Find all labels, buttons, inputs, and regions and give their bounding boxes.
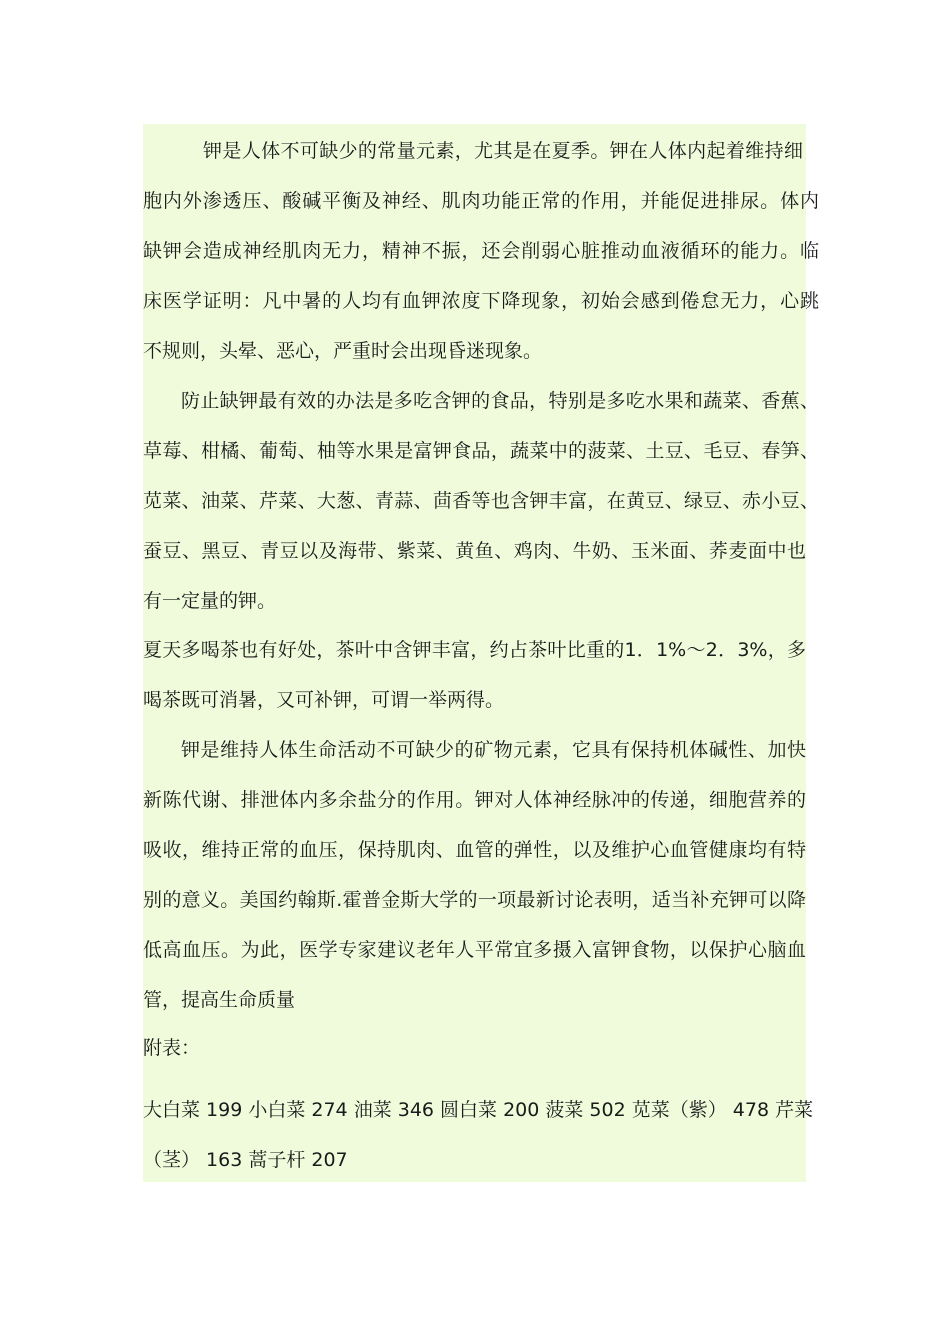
appendix-line-1: 大白菜 199 小白菜 274 油菜 346 圆白菜 200 菠菜 502 苋菜（紫） 478 芹菜	[143, 1099, 814, 1121]
paragraph-1-line-2: 胞内外渗透压、酸碱平衡及神经、肌肉功能正常的作用，并能促进排尿。体内	[143, 190, 819, 212]
paragraph-2-line-3: 苋菜、油菜、芹菜、大葱、青蒜、茴香等也含钾丰富，在黄豆、绿豆、赤小豆、	[143, 490, 819, 512]
paragraph-2-line-5: 有一定量的钾。	[143, 590, 277, 612]
paragraph-1-line-3: 缺钾会造成神经肌肉无力，精神不振，还会削弱心脏推动血液循环的能力。临	[143, 240, 819, 262]
paragraph-2-line-1: 防止缺钾最有效的办法是多吃含钾的食品，特别是多吃水果和蔬菜、香蕉、	[181, 390, 819, 412]
paragraph-2-line-4: 蚕豆、黑豆、青豆以及海带、紫菜、黄鱼、鸡肉、牛奶、玉米面、荞麦面中也	[143, 540, 806, 562]
paragraph-3-line-2: 喝茶既可消暑，又可补钾，可谓一举两得。	[143, 689, 505, 711]
paragraph-2-line-2: 草莓、柑橘、葡萄、柚等水果是富钾食品，蔬菜中的菠菜、土豆、毛豆、春笋、	[143, 440, 819, 462]
paragraph-3-line-1: 夏天多喝茶也有好处，茶叶中含钾丰富，约占茶叶比重的1．1%～2．3%，多	[143, 639, 806, 661]
paragraph-4-line-1: 钾是维持人体生命活动不可缺少的矿物元素，它具有保持机体碱性、加快	[181, 739, 806, 761]
paragraph-4-line-5: 低高血压。为此，医学专家建议老年人平常宜多摄入富钾食物，以保护心脑血	[143, 939, 806, 961]
appendix-label: 附表：	[143, 1037, 201, 1059]
paragraph-1-line-5: 不规则，头晕、恶心，严重时会出现昏迷现象。	[143, 340, 543, 362]
paragraph-1-line-4: 床医学证明：凡中暑的人均有血钾浓度下降现象，初始会感到倦怠无力，心跳	[143, 290, 819, 312]
paragraph-4-line-4: 别的意义。美国约翰斯.霍普金斯大学的一项最新讨论表明，适当补充钾可以降	[143, 889, 806, 911]
paragraph-1-line-1: 钾是人体不可缺少的常量元素，尤其是在夏季。钾在人体内起着维持细	[203, 140, 803, 162]
appendix-line-2: （茎） 163 蒿子杆 207	[143, 1149, 348, 1171]
paragraph-4-line-2: 新陈代谢、排泄体内多余盐分的作用。钾对人体神经脉冲的传递，细胞营养的	[143, 789, 806, 811]
paragraph-4-line-3: 吸收，维持正常的血压，保持肌肉、血管的弹性，以及维护心血管健康均有特	[143, 839, 806, 861]
paragraph-4-line-6: 管，提高生命质量	[143, 989, 296, 1011]
